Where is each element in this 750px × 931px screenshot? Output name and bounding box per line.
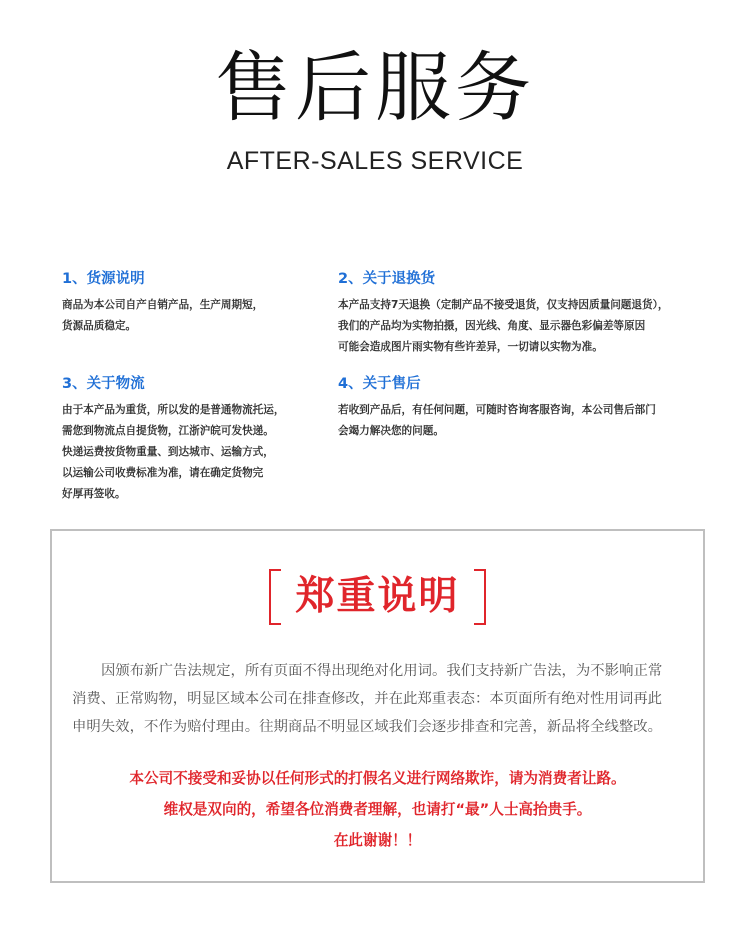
section-text-line: 由于本产品为重货，所以发的是普通物流托运， bbox=[62, 404, 285, 416]
section-after-sales bbox=[338, 373, 656, 442]
notice-body bbox=[72, 657, 683, 741]
section-text-line: 需您到物流点自提货物，江浙沪皖可发快递。 bbox=[62, 425, 274, 437]
section-text-line: 货源品质稳定。 bbox=[62, 320, 137, 332]
section-text-line: 若收到产品后，有任何问题，可随时咨询客服咨询，本公司售后部门 bbox=[338, 404, 656, 416]
section-heading: 1、货源说明 bbox=[62, 271, 145, 287]
notice-body-line: 消费、正常购物，明显区域本公司在排查修改，并在此郑重表态：本页面所有绝对性用词再此 bbox=[72, 691, 663, 707]
section-text-line: 可能会造成图片雨实物有些许差异，一切请以实物为准。 bbox=[338, 341, 603, 353]
section-text-line: 好厚再签收。 bbox=[62, 488, 126, 500]
left-bracket-icon bbox=[269, 569, 281, 625]
notice-box bbox=[50, 529, 705, 883]
notice-body-line: 因颁布新广告法规定，所有页面不得出现绝对化用词。我们支持新广告法，为不影响正常 bbox=[101, 663, 663, 679]
section-text-line: 我们的产品均为实物拍摄，因光线、角度、显示器色彩偏差等原因 bbox=[338, 320, 646, 332]
section-returns bbox=[338, 268, 668, 358]
section-text-line: 本产品支持7天退换（定制产品不接受退货，仅支持因质量问题退货）， bbox=[338, 299, 669, 311]
section-heading: 3、关于物流 bbox=[62, 376, 145, 392]
notice-title-group bbox=[52, 569, 703, 625]
notice-warning bbox=[52, 763, 703, 856]
warning-line: 维权是双向的，希望各位消费者理解，也请打“最”人士高抬贵手。 bbox=[163, 801, 592, 818]
section-source-info bbox=[62, 268, 263, 337]
section-text-line: 商品为本公司自产自销产品，生产周期短， bbox=[62, 299, 264, 311]
notice-title: 郑重说明 bbox=[295, 574, 460, 619]
section-text-line: 快递运费按货物重量、到达城市、运输方式， bbox=[62, 446, 274, 458]
warning-line: 本公司不接受和妥协以任何形式的打假名义进行网络欺诈，请为消费者让路。 bbox=[129, 770, 626, 787]
section-text-line: 会竭力解决您的问题。 bbox=[338, 425, 444, 437]
section-text-line: 以运输公司收费标准为准，请在确定货物完 bbox=[62, 467, 264, 479]
warning-line: 在此谢谢！！ bbox=[333, 832, 422, 849]
notice-body-line: 申明失效，不作为赔付理由。往期商品不明显区域我们会逐步排查和完善，新品将全线整改。 bbox=[72, 719, 663, 735]
section-heading: 2、关于退换货 bbox=[338, 271, 436, 287]
page-title: 售后服务 bbox=[215, 43, 535, 132]
section-logistics bbox=[62, 373, 284, 505]
right-bracket-icon bbox=[474, 569, 486, 625]
page-subtitle: AFTER-SALES SERVICE bbox=[226, 147, 524, 175]
section-heading: 4、关于售后 bbox=[338, 376, 421, 392]
